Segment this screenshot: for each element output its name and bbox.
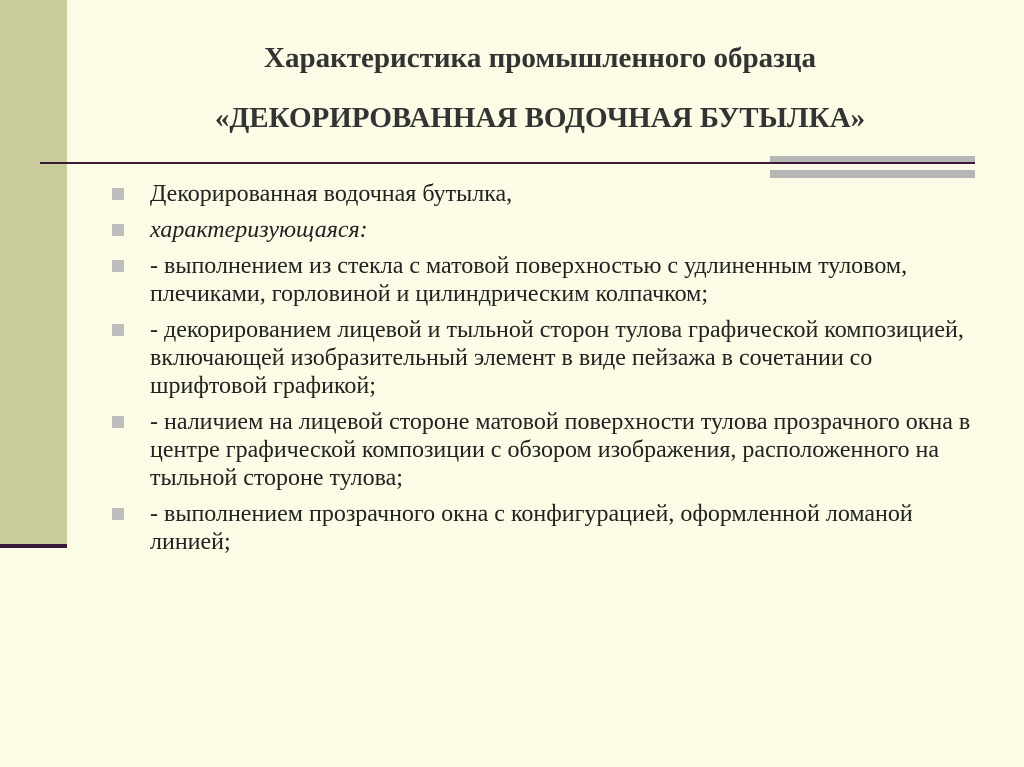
list-item-text: - выполнением прозрачного окна с конфигурацией, оформленной ломаной линией; (150, 501, 913, 555)
square-bullet-icon (112, 324, 124, 336)
left-accent-bar (0, 0, 67, 548)
title-block (100, 40, 980, 136)
list-item-text: - декорированием лицевой и тыльной сторон тулова графической композицией, включающей изобразительный элемент в виде пейзажа в сочетании со шрифтовой графикой; (150, 317, 964, 399)
title-accent-bar-lower (770, 170, 975, 178)
list-item (112, 316, 992, 400)
bullet-list (112, 180, 992, 564)
list-item (112, 408, 992, 492)
title-divider (40, 162, 975, 164)
square-bullet-icon (112, 416, 124, 428)
list-item-text: характеризующаяся: (150, 217, 368, 243)
list-item-text: Декорированная водочная бутылка, (150, 181, 513, 207)
slide-subtitle: «ДЕКОРИРОВАННАЯ ВОДОЧНАЯ БУТЫЛКА» (214, 102, 866, 134)
list-item-text: - наличием на лицевой стороне матовой поверхности тулова прозрачного окна в центре графической композиции с обзором изображения, расположенного на тыльной стороне тулова; (150, 409, 971, 491)
square-bullet-icon (112, 508, 124, 520)
list-item (112, 180, 992, 208)
slide-title: Характеристика промышленного образца (264, 42, 816, 74)
left-accent-rule (0, 544, 67, 548)
list-item (112, 500, 992, 556)
list-item (112, 216, 992, 244)
square-bullet-icon (112, 188, 124, 200)
list-item (112, 252, 992, 308)
list-item-text: - выполнением из стекла с матовой поверхностью с удлиненным туловом, плечиками, горловиной и цилиндрическим колпачком; (150, 253, 908, 307)
square-bullet-icon (112, 260, 124, 272)
square-bullet-icon (112, 224, 124, 236)
